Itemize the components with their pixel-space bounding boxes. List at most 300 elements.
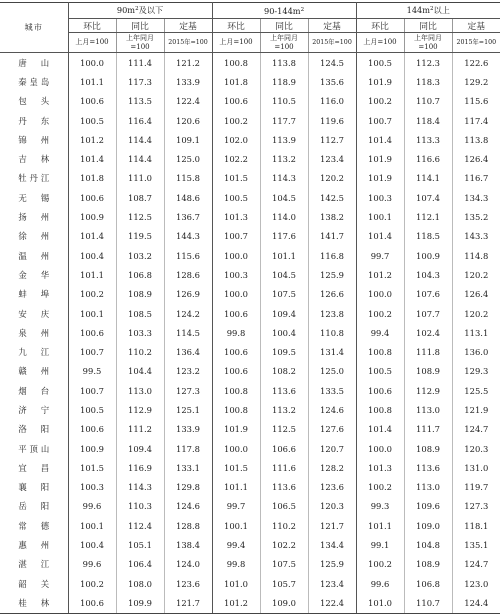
index-value-cell: 142.5 — [308, 188, 356, 207]
index-value-cell: 100.5 — [356, 362, 404, 381]
index-value-cell: 112.9 — [116, 400, 164, 419]
index-value-cell: 125.0 — [308, 362, 356, 381]
index-value-cell: 100.0 — [212, 439, 260, 458]
index-value-cell: 113.6 — [260, 478, 308, 497]
index-value-cell: 110.2 — [260, 516, 308, 535]
index-value-cell: 120.2 — [308, 169, 356, 188]
city-name-cell — [0, 246, 68, 265]
city-name-cell — [0, 478, 68, 497]
group-header-large-area: $144m^2$以上 — [356, 3, 500, 19]
table-row — [0, 72, 500, 91]
index-value-cell: 121.9 — [464, 404, 489, 415]
index-value-cell: 131.0 — [464, 462, 489, 473]
index-value-cell: 100.6 — [356, 381, 404, 400]
city-column-header: 城市 — [0, 3, 68, 53]
city-name: 常德 — [18, 520, 64, 531]
index-value-cell: 127.3 — [164, 381, 212, 400]
index-value-cell: 100.5 — [68, 111, 116, 130]
index-value-cell: 101.2 — [212, 593, 260, 613]
index-value-cell: 112.1 — [404, 207, 452, 226]
index-value-cell: 124.7 — [464, 424, 489, 435]
index-value-cell: 110.3 — [116, 497, 164, 516]
index-value-cell: 101.0 — [356, 593, 404, 613]
year-2015-base-label: 2015年=100 — [308, 33, 356, 53]
table-row — [0, 92, 500, 111]
index-value-cell: 107.5 — [260, 285, 308, 304]
index-value-cell: 121.2 — [164, 53, 212, 73]
city-name: 蚌埠 — [18, 289, 64, 300]
index-value-cell: 101.1 — [356, 516, 404, 535]
city-name: 岳阳 — [18, 501, 64, 512]
index-value-cell: 112.7 — [308, 130, 356, 149]
index-value-cell: 101.0 — [212, 574, 260, 593]
index-value-cell: 114.4 — [116, 130, 164, 149]
index-value-cell: 116.6 — [404, 149, 452, 168]
index-value-cell: 124.5 — [308, 53, 356, 73]
index-value-cell: 101.9 — [356, 72, 404, 91]
index-value-cell: 129.2 — [464, 76, 489, 87]
index-value-cell: 101.3 — [212, 207, 260, 226]
index-value-cell: 104.3 — [404, 265, 452, 284]
index-value-cell: 114.4 — [116, 149, 164, 168]
index-value-cell: 129.8 — [164, 478, 212, 497]
last-year-base-label: 上年同月=100 — [260, 33, 308, 53]
index-value-cell: 126.4 — [464, 289, 489, 300]
table-row — [0, 574, 500, 593]
index-value-cell: 100.6 — [68, 92, 116, 111]
index-value-cell: 108.9 — [404, 362, 452, 381]
index-value-cell: 101.3 — [356, 458, 404, 477]
index-value-cell: 112.9 — [404, 381, 452, 400]
index-value-cell: 100.1 — [68, 516, 116, 535]
index-value-cell: 106.8 — [116, 265, 164, 284]
index-value-cell: 101.8 — [68, 169, 116, 188]
city-name-cell — [0, 188, 68, 207]
yoy-header: 同比 — [260, 19, 308, 33]
index-value-cell: 100.6 — [68, 593, 116, 613]
table-row — [0, 188, 500, 207]
index-value-cell: 99.8 — [212, 555, 260, 574]
index-value-cell: 119.6 — [308, 111, 356, 130]
city-name: 宜昌 — [18, 462, 64, 473]
index-value-cell: 100.0 — [212, 246, 260, 265]
index-value-cell: 131.4 — [308, 342, 356, 361]
city-name-cell — [0, 53, 68, 73]
index-value-cell: 133.5 — [308, 381, 356, 400]
index-value-cell: 123.8 — [308, 304, 356, 323]
index-value-cell: 100.2 — [356, 478, 404, 497]
city-name: 惠州 — [18, 540, 64, 551]
index-value-cell: 113.0 — [404, 400, 452, 419]
index-value-cell: 99.5 — [68, 362, 116, 381]
index-value-cell: 124.4 — [452, 593, 500, 613]
index-value-cell: 123.6 — [308, 478, 356, 497]
index-value-cell: 101.1 — [212, 478, 260, 497]
mom-header: 环比 — [68, 19, 116, 33]
table-row — [0, 381, 500, 400]
index-value-cell: 100.3 — [356, 188, 404, 207]
index-value-cell: 134.4 — [308, 535, 356, 554]
table-row — [0, 207, 500, 226]
table-row — [0, 439, 500, 458]
index-value-cell: 128.2 — [308, 458, 356, 477]
city-name-cell — [0, 400, 68, 419]
index-value-cell: 144.3 — [164, 227, 212, 246]
index-value-cell: 133.9 — [164, 72, 212, 91]
index-value-cell: 101.4 — [68, 149, 116, 168]
index-value-cell: 99.3 — [356, 497, 404, 516]
index-value-cell: 124.6 — [308, 400, 356, 419]
index-value-cell: 100.3 — [212, 265, 260, 284]
index-value-cell: 101.5 — [212, 458, 260, 477]
index-value-cell: 111.8 — [404, 342, 452, 361]
index-value-cell: 136.4 — [164, 342, 212, 361]
index-value-cell: 113.8 — [464, 134, 489, 145]
index-value-cell: 138.2 — [308, 207, 356, 226]
index-value-cell: 100.2 — [356, 555, 404, 574]
city-name-cell — [0, 323, 68, 342]
index-value-cell: 104.5 — [260, 265, 308, 284]
table-row — [0, 323, 500, 342]
index-value-cell: 120.6 — [164, 111, 212, 130]
last-year-base-label: 上年同月=100 — [116, 33, 164, 53]
index-value-cell: 104.5 — [260, 188, 308, 207]
index-value-cell: 108.0 — [116, 574, 164, 593]
city-name-cell — [0, 381, 68, 400]
index-value-cell: 108.9 — [404, 555, 452, 574]
index-value-cell: 117.6 — [260, 227, 308, 246]
city-name-cell — [0, 574, 68, 593]
city-name-cell — [0, 130, 68, 149]
city-name-cell — [0, 497, 68, 516]
index-value-cell: 118.9 — [260, 72, 308, 91]
city-name-cell — [0, 458, 68, 477]
index-value-cell: 124.6 — [164, 497, 212, 516]
index-value-cell: 105.1 — [116, 535, 164, 554]
index-value-cell: 102.4 — [404, 323, 452, 342]
year-2015-base-label: 2015年=100 — [164, 33, 212, 53]
index-value-cell: 114.5 — [164, 323, 212, 342]
index-value-cell: 122.4 — [308, 593, 356, 613]
index-value-cell: 101.2 — [68, 130, 116, 149]
city-name: 湛江 — [18, 559, 64, 570]
index-value-cell: 100.8 — [212, 400, 260, 419]
index-value-cell: 99.6 — [356, 574, 404, 593]
price-index-table — [0, 2, 500, 614]
index-value-cell: 100.5 — [356, 53, 404, 73]
city-name: 锦州 — [18, 134, 64, 145]
city-name: 赣州 — [18, 366, 64, 377]
mom-header: 环比 — [356, 19, 404, 33]
index-value-cell: 101.1 — [68, 265, 116, 284]
index-value-cell: 107.6 — [404, 285, 452, 304]
index-value-cell: 109.1 — [164, 130, 212, 149]
city-name-cell — [0, 555, 68, 574]
city-name-cell — [0, 265, 68, 284]
index-value-cell: 115.6 — [164, 246, 212, 265]
index-value-cell: 100.1 — [68, 304, 116, 323]
index-value-cell: 102.0 — [212, 130, 260, 149]
index-value-cell: 135.2 — [464, 212, 489, 223]
index-value-cell: 111.4 — [116, 53, 164, 73]
index-value-cell: 120.3 — [308, 497, 356, 516]
base-label-row — [0, 33, 500, 53]
city-name-cell — [0, 227, 68, 246]
group-header-medium-area: $90-144m^2$ — [212, 3, 356, 19]
index-value-cell: 100.5 — [212, 188, 260, 207]
city-name-cell — [0, 342, 68, 361]
index-value-cell: 100.0 — [212, 285, 260, 304]
index-value-cell: 108.2 — [260, 362, 308, 381]
index-value-cell: 118.5 — [404, 227, 452, 246]
city-name: 徐州 — [18, 231, 64, 242]
index-value-cell: 120.7 — [308, 439, 356, 458]
index-value-cell: 100.0 — [356, 285, 404, 304]
index-value-cell: 128.8 — [164, 516, 212, 535]
index-value-cell: 126.4 — [464, 154, 489, 165]
index-value-cell: 125.0 — [164, 149, 212, 168]
index-value-cell: 120.3 — [464, 443, 489, 454]
city-name: 烟台 — [18, 385, 64, 396]
index-value-cell: 110.5 — [260, 92, 308, 111]
index-value-cell: 135.1 — [464, 540, 489, 551]
index-value-cell: 129.3 — [464, 366, 489, 377]
last-month-base-label: 上月=100 — [356, 33, 404, 53]
index-value-cell: 100.6 — [212, 342, 260, 361]
index-value-cell: 101.4 — [356, 420, 404, 439]
index-value-cell: 101.9 — [212, 420, 260, 439]
index-value-cell: 100.6 — [68, 420, 116, 439]
fixed-base-header: 定基 — [452, 19, 500, 33]
index-value-cell: 125.5 — [464, 385, 489, 396]
index-value-cell: 103.3 — [116, 323, 164, 342]
index-value-cell: 112.5 — [260, 420, 308, 439]
index-value-cell: 123.4 — [308, 149, 356, 168]
year-2015-base-label: 2015年=100 — [452, 33, 500, 53]
table-row — [0, 420, 500, 439]
city-name: 安庆 — [18, 308, 64, 319]
city-name: 丹东 — [18, 115, 64, 126]
table-row — [0, 497, 500, 516]
index-value-cell: 120.2 — [464, 269, 489, 280]
index-value-cell: 118.4 — [404, 111, 452, 130]
city-name: 唐山 — [18, 57, 64, 68]
index-value-cell: 143.3 — [464, 231, 489, 242]
city-name-cell — [0, 304, 68, 323]
index-value-cell: 120.2 — [464, 308, 489, 319]
index-value-cell: 109.9 — [116, 593, 164, 613]
index-value-cell: 99.6 — [68, 497, 116, 516]
index-value-cell: 123.2 — [164, 362, 212, 381]
city-name: 秦皇岛 — [18, 76, 53, 87]
index-value-cell: 108.5 — [116, 304, 164, 323]
index-value-cell: 101.9 — [356, 169, 404, 188]
table-body — [0, 53, 500, 614]
index-value-cell: 100.5 — [68, 400, 116, 419]
index-value-cell: 113.2 — [260, 400, 308, 419]
table-row — [0, 535, 500, 554]
table-row — [0, 265, 500, 284]
index-value-cell: 126.6 — [308, 285, 356, 304]
index-value-cell: 106.8 — [404, 574, 452, 593]
table-row — [0, 246, 500, 265]
index-value-cell: 99.4 — [212, 535, 260, 554]
index-value-cell: 113.9 — [260, 130, 308, 149]
city-name: 九江 — [18, 347, 64, 358]
index-value-cell: 148.6 — [164, 188, 212, 207]
fixed-base-header: 定基 — [164, 19, 212, 33]
sub-header-row — [0, 19, 500, 33]
index-value-cell: 102.2 — [212, 149, 260, 168]
last-month-base-label: 上月=100 — [68, 33, 116, 53]
index-value-cell: 136.7 — [164, 207, 212, 226]
index-value-cell: 133.9 — [164, 420, 212, 439]
city-name-cell — [0, 420, 68, 439]
index-value-cell: 111.6 — [260, 458, 308, 477]
index-value-cell: 100.8 — [356, 400, 404, 419]
city-name: 济宁 — [18, 404, 64, 415]
city-name: 金华 — [18, 269, 64, 280]
index-value-cell: 124.2 — [164, 304, 212, 323]
city-name: 无锡 — [18, 192, 64, 203]
index-value-cell: 127.3 — [464, 501, 489, 512]
index-value-cell: 101.4 — [68, 227, 116, 246]
index-value-cell: 100.6 — [68, 188, 116, 207]
index-value-cell: 114.3 — [116, 478, 164, 497]
index-value-cell: 109.0 — [404, 516, 452, 535]
index-value-cell: 100.7 — [212, 227, 260, 246]
index-value-cell: 112.3 — [404, 53, 452, 73]
index-value-cell: 109.5 — [260, 342, 308, 361]
index-value-cell: 117.3 — [116, 72, 164, 91]
index-value-cell: 115.6 — [464, 96, 489, 107]
index-value-cell: 99.1 — [356, 535, 404, 554]
index-value-cell: 100.1 — [212, 516, 260, 535]
table-row — [0, 227, 500, 246]
index-value-cell: 110.7 — [404, 92, 452, 111]
index-value-cell: 113.8 — [260, 53, 308, 73]
city-name: 泉州 — [18, 327, 64, 338]
index-value-cell: 108.9 — [116, 285, 164, 304]
index-value-cell: 100.6 — [68, 323, 116, 342]
index-value-cell: 113.6 — [404, 458, 452, 477]
index-value-cell: 124.7 — [464, 559, 489, 570]
city-name-cell — [0, 362, 68, 381]
index-value-cell: 101.5 — [68, 458, 116, 477]
city-name-cell — [0, 169, 68, 188]
index-value-cell: 119.7 — [464, 482, 489, 493]
index-value-cell: 138.4 — [164, 535, 212, 554]
table-row — [0, 400, 500, 419]
index-value-cell: 100.4 — [260, 323, 308, 342]
index-value-cell: 100.0 — [356, 439, 404, 458]
index-value-cell: 99.8 — [212, 323, 260, 342]
city-name: 襄阳 — [18, 482, 64, 493]
index-value-cell: 106.4 — [116, 555, 164, 574]
index-value-cell: 101.2 — [356, 265, 404, 284]
index-value-cell: 125.9 — [308, 265, 356, 284]
index-value-cell: 100.7 — [68, 381, 116, 400]
index-value-cell: 126.9 — [164, 285, 212, 304]
index-value-cell: 109.6 — [404, 497, 452, 516]
city-name-cell — [0, 593, 68, 613]
index-value-cell: 112.4 — [116, 516, 164, 535]
table-row — [0, 130, 500, 149]
index-value-cell: 111.0 — [116, 169, 164, 188]
index-value-cell: 100.9 — [68, 439, 116, 458]
table-row — [0, 149, 500, 168]
city-name: 扬州 — [18, 212, 64, 223]
group-header-small-area: $90m^2$及以下 — [68, 3, 212, 19]
index-value-cell: 100.7 — [68, 342, 116, 361]
index-value-cell: 107.5 — [260, 555, 308, 574]
index-value-cell: 116.9 — [116, 458, 164, 477]
index-value-cell: 101.1 — [260, 246, 308, 265]
index-value-cell: 121.7 — [308, 516, 356, 535]
index-value-cell: 136.0 — [464, 347, 489, 358]
city-name: 桂林 — [18, 597, 64, 608]
table-row — [0, 53, 500, 73]
last-year-base-label: 上年同月=100 — [404, 33, 452, 53]
index-value-cell: 101.9 — [356, 149, 404, 168]
index-value-cell: 100.6 — [212, 362, 260, 381]
city-name-cell — [0, 439, 68, 458]
index-value-cell: 100.8 — [212, 53, 260, 73]
index-value-cell: 113.0 — [404, 478, 452, 497]
city-name-cell — [0, 516, 68, 535]
index-value-cell: 110.7 — [404, 593, 452, 613]
index-value-cell: 101.4 — [356, 130, 404, 149]
index-value-cell: 109.4 — [116, 439, 164, 458]
index-value-cell: 125.1 — [164, 400, 212, 419]
yoy-header: 同比 — [404, 19, 452, 33]
table-row — [0, 593, 500, 613]
index-value-cell: 100.8 — [212, 381, 260, 400]
index-value-cell: 109.0 — [260, 593, 308, 613]
city-name-cell — [0, 535, 68, 554]
index-value-cell: 113.3 — [404, 130, 452, 149]
index-value-cell: 108.9 — [404, 439, 452, 458]
index-value-cell: 113.0 — [116, 381, 164, 400]
index-value-cell: 101.8 — [212, 72, 260, 91]
index-value-cell: 113.1 — [464, 327, 489, 338]
city-name-cell — [0, 149, 68, 168]
city-name: 韶关 — [18, 578, 64, 589]
index-value-cell: 100.2 — [68, 574, 116, 593]
index-value-cell: 110.8 — [308, 323, 356, 342]
index-value-cell: 113.6 — [260, 381, 308, 400]
index-value-cell: 112.5 — [116, 207, 164, 226]
index-value-cell: 103.2 — [116, 246, 164, 265]
table-row — [0, 342, 500, 361]
index-value-cell: 119.5 — [116, 227, 164, 246]
index-value-cell: 113.5 — [116, 92, 164, 111]
index-value-cell: 115.8 — [164, 169, 212, 188]
index-value-cell: 127.6 — [308, 420, 356, 439]
index-value-cell: 125.9 — [308, 555, 356, 574]
table-row — [0, 169, 500, 188]
index-value-cell: 100.8 — [356, 342, 404, 361]
index-value-cell: 106.5 — [260, 497, 308, 516]
index-value-cell: 100.3 — [68, 478, 116, 497]
index-value-cell: 100.2 — [68, 285, 116, 304]
index-value-cell: 107.7 — [404, 304, 452, 323]
index-value-cell: 100.1 — [356, 207, 404, 226]
index-value-cell: 101.5 — [212, 169, 260, 188]
table-row — [0, 304, 500, 323]
index-value-cell: 100.9 — [404, 246, 452, 265]
index-value-cell: 121.7 — [164, 593, 212, 613]
